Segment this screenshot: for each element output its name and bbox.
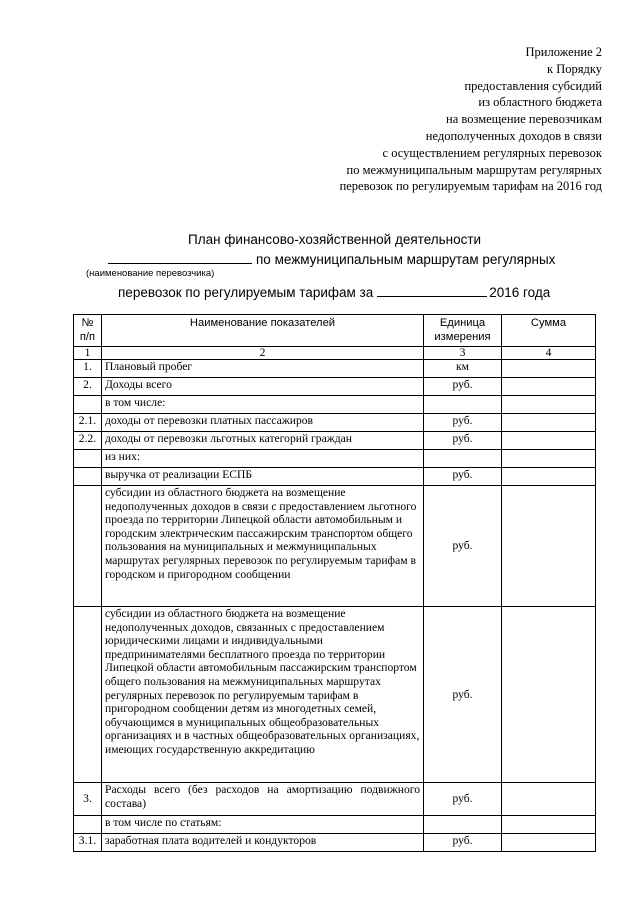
row-sum[interactable] bbox=[502, 607, 596, 783]
row-name: доходы от перевозки льготных категорий граждан bbox=[102, 432, 424, 450]
row-name: Плановый пробег bbox=[102, 360, 424, 378]
row-name: из них: bbox=[102, 450, 424, 468]
row-name: заработная плата водителей и кондукторов bbox=[102, 834, 424, 852]
row-sum[interactable] bbox=[502, 486, 596, 607]
appendix-line: Приложение 2 bbox=[525, 45, 602, 59]
header-num: № п/п bbox=[74, 315, 102, 347]
row-unit: руб. bbox=[424, 414, 502, 432]
row-num: 1. bbox=[74, 360, 102, 378]
col-number: 2 bbox=[102, 347, 424, 360]
appendix-block bbox=[340, 44, 602, 195]
col-number: 1 bbox=[74, 347, 102, 360]
title-line-3 bbox=[118, 284, 550, 300]
table-row bbox=[74, 834, 596, 852]
row-name: Доходы всего bbox=[102, 378, 424, 396]
plan-table bbox=[73, 314, 596, 852]
appendix-line: из областного бюджета bbox=[478, 95, 602, 110]
row-sum[interactable] bbox=[502, 834, 596, 852]
row-sum[interactable] bbox=[502, 396, 596, 414]
row-num bbox=[74, 450, 102, 468]
row-name: выручка от реализации ЕСПБ bbox=[102, 468, 424, 486]
period-blank[interactable] bbox=[377, 284, 487, 297]
row-sum[interactable] bbox=[502, 468, 596, 486]
appendix-line: предоставления субсидий bbox=[464, 78, 602, 93]
row-unit: руб. bbox=[424, 468, 502, 486]
row-sum[interactable] bbox=[502, 432, 596, 450]
row-name: доходы от перевозки платных пассажиров bbox=[102, 414, 424, 432]
row-name: субсидии из областного бюджета на возмещение недополученных доходов в связи с предоставлением льготного проезда по территории Липецкой области автомобильным и городским электрическим пассажирским транспортом общего пользования на муниципальных и межмуниципальных маршрутах регулярных перевозок по регулируемым тарифам в городском и пригородном сообщении bbox=[102, 486, 424, 607]
row-sum[interactable] bbox=[502, 414, 596, 432]
row-unit: руб. bbox=[424, 607, 502, 783]
col-number: 4 bbox=[502, 347, 596, 360]
row-num: 3. bbox=[74, 783, 102, 816]
title-line-2 bbox=[108, 251, 555, 267]
table-row bbox=[74, 414, 596, 432]
row-unit: руб. bbox=[424, 486, 502, 607]
carrier-name-blank[interactable] bbox=[108, 251, 252, 264]
appendix-line: по межмуниципальным маршрутам регулярных bbox=[346, 162, 602, 177]
row-num bbox=[74, 396, 102, 414]
title-line-1: План финансово-хозяйственной деятельности bbox=[188, 232, 482, 247]
appendix-line: недополученных доходов в связи bbox=[425, 128, 602, 143]
table-header-row bbox=[74, 315, 596, 347]
table-row bbox=[74, 607, 596, 783]
row-num: 2.2. bbox=[74, 432, 102, 450]
table-row bbox=[74, 360, 596, 378]
table-row bbox=[74, 450, 596, 468]
table-row bbox=[74, 486, 596, 607]
table-row bbox=[74, 378, 596, 396]
row-name: в том числе: bbox=[102, 396, 424, 414]
row-unit: руб. bbox=[424, 378, 502, 396]
table-row bbox=[74, 816, 596, 834]
col-number: 3 bbox=[424, 347, 502, 360]
header-sum: Сумма bbox=[502, 315, 596, 347]
row-num bbox=[74, 468, 102, 486]
carrier-name-hint: (наименование перевозчика) bbox=[86, 268, 215, 279]
appendix-line: на возмещение перевозчикам bbox=[446, 112, 602, 127]
appendix-line: к Порядку bbox=[547, 61, 602, 76]
table-row bbox=[74, 468, 596, 486]
row-sum[interactable] bbox=[502, 378, 596, 396]
row-num: 2.1. bbox=[74, 414, 102, 432]
row-unit bbox=[424, 450, 502, 468]
title-year: 2016 года bbox=[489, 285, 551, 300]
row-unit: руб. bbox=[424, 432, 502, 450]
row-unit bbox=[424, 816, 502, 834]
row-num bbox=[74, 486, 102, 607]
row-name: Расходы всего (без расходов на амортизацию подвижного состава) bbox=[102, 783, 424, 816]
row-sum[interactable] bbox=[502, 450, 596, 468]
row-sum[interactable] bbox=[502, 816, 596, 834]
appendix-line: с осуществлением регулярных перевозок bbox=[382, 145, 602, 160]
header-name: Наименование показателей bbox=[102, 315, 424, 347]
appendix-line: перевозок по регулируемым тарифам на 2016 год bbox=[339, 179, 602, 194]
row-name: в том числе по статьям: bbox=[102, 816, 424, 834]
table-row bbox=[74, 432, 596, 450]
row-num bbox=[74, 607, 102, 783]
row-unit: руб. bbox=[424, 783, 502, 816]
row-num: 2. bbox=[74, 378, 102, 396]
title-line-3-text: перевозок по регулируемым тарифам за bbox=[118, 285, 374, 300]
row-name: субсидии из областного бюджета на возмещение недополученных доходов, связанных с предоставлением юридическими лицами и индивидуальными предпринимателями бесплатного проезда по территории Липецкой области автомобильным пассажирским транспортом общего пользования на межмуниципальных маршрутах регулярных перевозок по регулируемым тарифам в пригородном сообщении детям из многодетных семей, обучающимся в муниципальных общеобразовательных организациях и в частных общеобразовательных организациях, имеющих государственную аккредитацию bbox=[102, 607, 424, 783]
row-num: 3.1. bbox=[74, 834, 102, 852]
row-unit: км bbox=[424, 360, 502, 378]
header-unit: Единица измерения bbox=[424, 315, 502, 347]
row-sum[interactable] bbox=[502, 360, 596, 378]
row-unit: руб. bbox=[424, 834, 502, 852]
title-line-2-text: по межмуниципальным маршрутам регулярных bbox=[256, 252, 556, 267]
row-sum[interactable] bbox=[502, 783, 596, 816]
row-unit bbox=[424, 396, 502, 414]
table-row bbox=[74, 396, 596, 414]
row-num bbox=[74, 816, 102, 834]
column-numbers-row bbox=[74, 347, 596, 360]
table-row bbox=[74, 783, 596, 816]
